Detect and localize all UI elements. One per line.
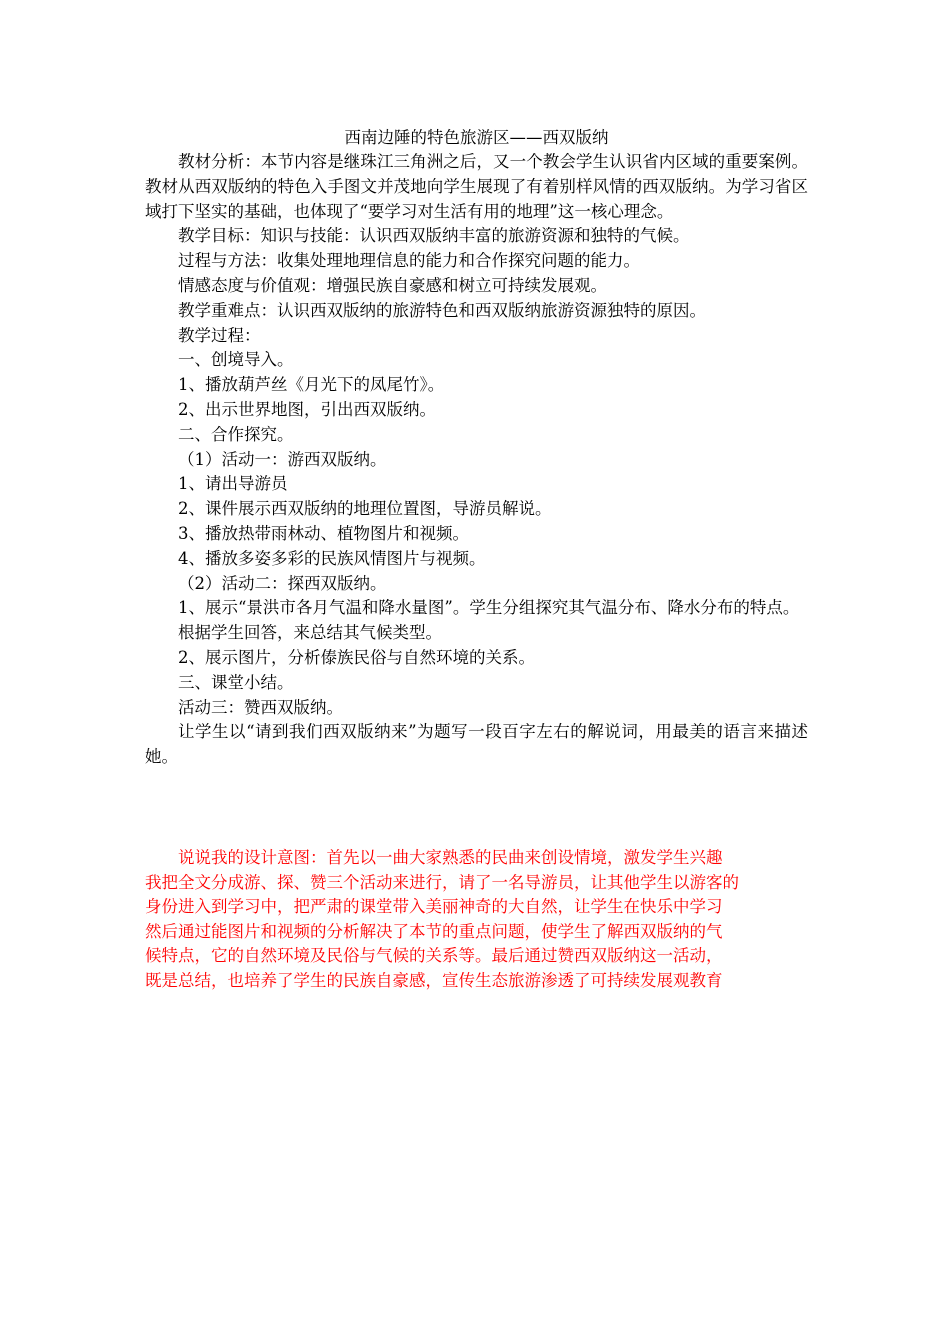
paragraph-attitude: 情感态度与价值观：增强民族自豪感和树立可持续发展观。: [178, 275, 607, 295]
document-body: [145, 150, 808, 770]
design-intent-line: 然后通过能图片和视频的分析解决了本节的重点问题，使学生了解西双版纳的气: [145, 921, 723, 941]
list-item: 3、播放热带雨林动、植物图片和视频。: [178, 523, 469, 543]
list-item: 2、课件展示西双版纳的地理位置图，导游员解说。: [178, 499, 552, 519]
paragraph-key-points: 教学重难点：认识西双版纳的旅游特色和西双版纳旅游资源独特的原因。: [178, 300, 706, 320]
design-intent-line: 身份进入到学习中，把严肃的课堂带入美丽神奇的大自然，让学生在快乐中学习: [145, 897, 723, 917]
design-intent-line: 说说我的设计意图：首先以一曲大家熟悉的民曲来创设情境，激发学生兴趣: [178, 848, 723, 867]
activity-heading-3: 活动三：赞西双版纳。: [178, 697, 343, 717]
design-intent-paragraph: [145, 846, 808, 994]
design-intent-line: 候特点，它的自然环境及民俗与气候的关系等。最后通过赞西双版纳这一活动，: [145, 946, 723, 966]
list-item: 1、请出导游员: [178, 474, 288, 494]
section-heading-explore: 二、合作探究。: [178, 424, 294, 444]
design-intent-line: 我把全文分成游、探、赞三个活动来进行，请了一名导游员，让其他学生以游客的: [145, 872, 739, 892]
list-item: 1、展示“景洪市各月气温和降水量图”。学生分组探究其气温分布、降水分布的特点。: [178, 598, 800, 618]
section-heading-intro: 一、创境导入。: [178, 350, 294, 370]
design-intent-line: 既是总结，也培养了学生的民族自豪感，宣传生态旅游渗透了可持续发展观教育: [145, 970, 723, 990]
paragraph-analysis: 教材分析：本节内容是继珠江三角洲之后，又一个教会学生认识省内区域的重要案例。教材从西双版纳的特色入手图文并茂地向学生展现了有着别样风情的西双版纳。为学习省区域打下坚实的基础，也体现了“要学习对生活有用的地理”这一核心理念。: [145, 152, 808, 221]
paragraph-assignment: 让学生以“请到我们西双版纳来”为题写一段百字左右的解说词，用最美的语言来描述她。: [145, 722, 808, 767]
paragraph-teaching-process: 教学过程：: [178, 325, 261, 345]
activity-heading-1: （1）活动一：游西双版纳。: [178, 449, 387, 469]
activity-heading-2: （2）活动二：探西双版纳。: [178, 573, 387, 593]
section-heading-summary: 三、课堂小结。: [178, 672, 294, 692]
list-item: 2、展示图片，分析傣族民俗与自然环境的关系。: [178, 647, 535, 667]
list-item: 2、出示世界地图，引出西双版纳。: [178, 399, 436, 419]
paragraph-process-method: 过程与方法：收集处理地理信息的能力和合作探究问题的能力。: [178, 251, 640, 271]
document-title: 西南边陲的特色旅游区——西双版纳: [344, 128, 609, 147]
list-item: 4、播放多姿多彩的民族风情图片与视频。: [178, 548, 486, 568]
paragraph-goals: 教学目标：知识与技能：认识西双版纳丰富的旅游资源和独特的气候。: [178, 226, 690, 246]
list-item: 1、播放葫芦丝《月光下的凤尾竹》。: [178, 375, 445, 395]
paragraph-climate-summary: 根据学生回答，来总结其气候类型。: [178, 623, 442, 643]
